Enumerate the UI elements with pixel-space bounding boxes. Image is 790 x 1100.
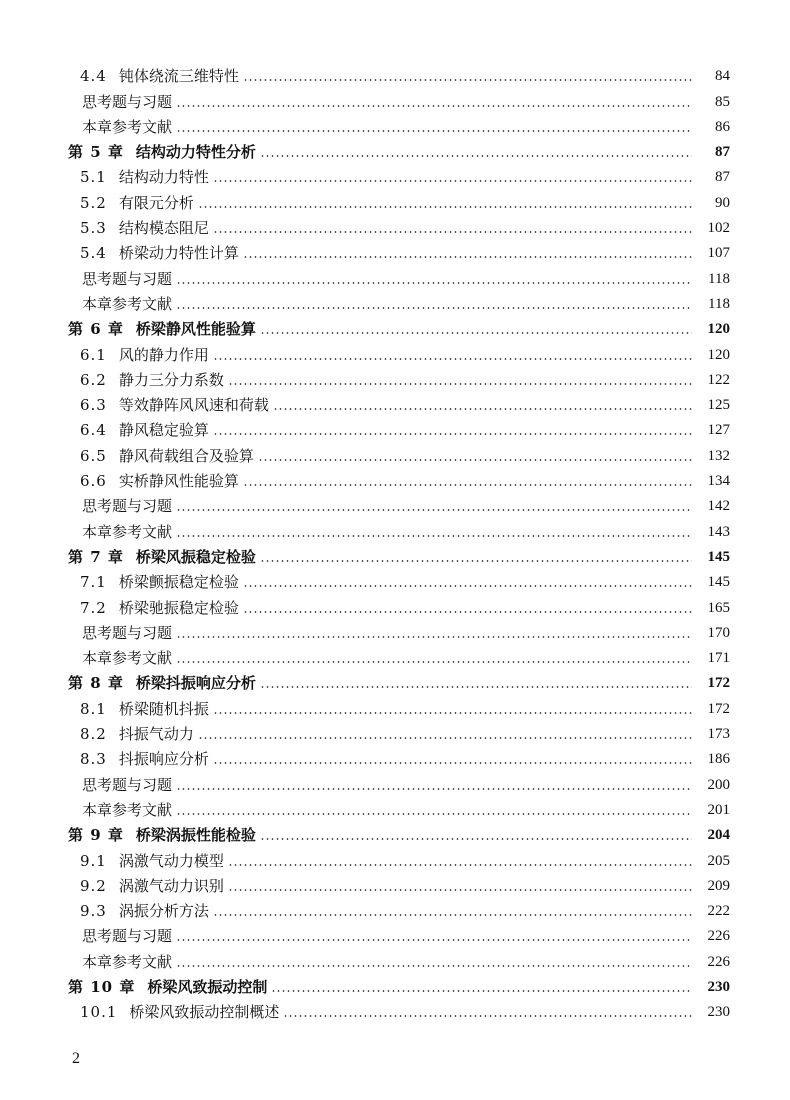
toc-chapter-entry[interactable]: [0, 136, 790, 161]
entry-page-number: 201: [707, 801, 730, 818]
toc-section-entry[interactable]: [0, 743, 790, 768]
entry-number: 6.6: [80, 472, 107, 491]
entry-title-text: 涡激气动力模型: [118, 851, 224, 870]
toc-extra-entry[interactable]: [0, 288, 790, 313]
dot-leader: [213, 914, 692, 916]
entry-title: [0, 168, 213, 186]
dot-leader: [176, 282, 692, 284]
entry-title: [0, 978, 271, 996]
toc-chapter-entry[interactable]: [0, 971, 790, 996]
entry-title: [0, 877, 228, 895]
entry-title: [0, 523, 176, 541]
entry-title: [0, 93, 176, 111]
entry-number: 5.3: [80, 219, 107, 238]
entry-title: [0, 270, 176, 288]
entry-number: 9.2: [80, 876, 107, 895]
entry-page-number: 134: [707, 473, 730, 490]
toc-extra-entry[interactable]: [0, 920, 790, 945]
entry-title-text: 思考题与习题: [82, 927, 173, 946]
entry-title: [0, 649, 176, 667]
dot-leader: [243, 611, 692, 613]
toc-extra-entry[interactable]: [0, 945, 790, 970]
toc-extra-entry[interactable]: [0, 262, 790, 287]
dot-leader: [271, 990, 692, 992]
entry-title-text: 本章参考文献: [82, 649, 173, 668]
entry-title-text: 桥梁抖振响应分析: [135, 674, 256, 693]
entry-title: [0, 801, 176, 819]
entry-title-text: 思考题与习题: [82, 775, 173, 794]
toc-extra-entry[interactable]: [0, 794, 790, 819]
dot-leader: [176, 130, 692, 132]
dot-leader: [228, 889, 692, 891]
entry-title: [0, 143, 260, 161]
entry-title-text: 静力三分力系数: [118, 370, 224, 389]
toc-section-entry[interactable]: [0, 895, 790, 920]
toc-extra-entry[interactable]: [0, 85, 790, 110]
toc-chapter-entry[interactable]: [0, 819, 790, 844]
entry-title: [0, 750, 213, 768]
entry-number: 8.1: [80, 699, 107, 718]
entry-title-text: 思考题与习题: [82, 623, 173, 642]
entry-page-number: 127: [707, 422, 730, 439]
dot-leader: [258, 459, 692, 461]
entry-title: [0, 396, 273, 414]
entry-number: 第 7 章: [68, 547, 124, 566]
entry-page-number: 90: [715, 194, 730, 211]
entry-page-number: 226: [707, 953, 730, 970]
entry-title-text: 思考题与习题: [82, 269, 173, 288]
entry-title: [0, 599, 243, 617]
dot-leader: [228, 864, 692, 866]
entry-title: [0, 852, 228, 870]
dot-leader: [176, 535, 692, 537]
entry-title-text: 桥梁随机抖振: [118, 699, 209, 718]
dot-leader: [213, 712, 692, 714]
entry-title-text: 本章参考文献: [82, 117, 173, 136]
entry-title-text: 桥梁动力特性计算: [118, 244, 239, 263]
toc-extra-entry[interactable]: [0, 515, 790, 540]
entry-title: [0, 295, 176, 313]
dot-leader: [213, 433, 692, 435]
entry-page-number: 171: [707, 650, 730, 667]
dot-leader: [260, 686, 692, 688]
entry-page-number: 145: [707, 574, 730, 591]
entry-title-text: 抖振响应分析: [118, 750, 209, 769]
entry-page-number: 205: [707, 852, 730, 869]
entry-page-number: 209: [707, 877, 730, 894]
entry-page-number: 200: [707, 776, 730, 793]
toc-section-entry[interactable]: [0, 414, 790, 439]
entry-title: [0, 244, 243, 262]
entry-title: [0, 320, 260, 338]
entry-title: [0, 1003, 283, 1021]
entry-title-text: 思考题与习题: [82, 497, 173, 516]
entry-title-text: 桥梁静风性能验算: [135, 320, 256, 339]
entry-title: [0, 776, 176, 794]
toc-section-entry[interactable]: [0, 844, 790, 869]
entry-page-number: 145: [707, 548, 730, 565]
entry-number: 5.4: [80, 244, 107, 263]
entry-title-text: 静风稳定验算: [118, 421, 209, 440]
entry-title-text: 桥梁风振稳定检验: [135, 547, 256, 566]
entry-number: 第 9 章: [68, 826, 124, 845]
toc-section-entry[interactable]: [0, 465, 790, 490]
entry-number: 第 5 章: [68, 143, 124, 162]
toc-section-entry[interactable]: [0, 338, 790, 363]
entry-title: [0, 826, 260, 844]
entry-page-number: 118: [708, 270, 730, 287]
entry-page-number: 165: [707, 599, 730, 616]
entry-number: 9.3: [80, 902, 107, 921]
dot-leader: [243, 79, 692, 81]
entry-title-text: 思考题与习题: [82, 92, 173, 111]
entry-number: 9.1: [80, 851, 107, 870]
toc-section-entry[interactable]: [0, 718, 790, 743]
entry-title-text: 结构动力特性分析: [135, 143, 256, 162]
entry-title: [0, 219, 213, 237]
dot-leader: [213, 762, 692, 764]
entry-page-number: 85: [715, 93, 730, 110]
entry-page-number: 172: [707, 700, 730, 717]
entry-number: 第 6 章: [68, 320, 124, 339]
entry-page-number: 230: [707, 1004, 730, 1021]
entry-page-number: 132: [707, 447, 730, 464]
entry-title-text: 等效静阵风风速和荷载: [118, 396, 269, 415]
entry-title: [0, 346, 213, 364]
toc-section-entry[interactable]: [0, 439, 790, 464]
toc-section-entry[interactable]: [0, 237, 790, 262]
entry-page-number: 87: [715, 144, 730, 161]
entry-number: 6.1: [80, 345, 107, 364]
entry-page-number: 142: [707, 498, 730, 515]
toc-extra-entry[interactable]: [0, 768, 790, 793]
entry-title: [0, 902, 213, 920]
entry-title-text: 本章参考文献: [82, 952, 173, 971]
entry-title-text: 本章参考文献: [82, 522, 173, 541]
dot-leader: [213, 231, 692, 233]
entry-title: [0, 447, 258, 465]
dot-leader: [243, 585, 692, 587]
entry-title-text: 抖振气动力: [118, 725, 194, 744]
entry-page-number: 186: [707, 751, 730, 768]
entry-title: [0, 472, 243, 490]
dot-leader: [213, 180, 692, 182]
entry-title-text: 桥梁风致振动控制概述: [129, 1003, 280, 1022]
dot-leader: [213, 358, 692, 360]
entry-page-number: 102: [707, 220, 730, 237]
entry-page-number: 87: [715, 169, 730, 186]
entry-number: 第 8 章: [68, 674, 124, 693]
entry-title-text: 桥梁驰振稳定检验: [118, 598, 239, 617]
entry-title-text: 风的静力作用: [118, 345, 209, 364]
entry-title: [0, 371, 228, 389]
entry-title-text: 本章参考文献: [82, 294, 173, 313]
dot-leader: [176, 965, 692, 967]
entry-page-number: 230: [707, 978, 730, 995]
entry-title: [0, 118, 176, 136]
entry-number: 6.3: [80, 396, 107, 415]
entry-title: [0, 548, 260, 566]
entry-title-text: 结构动力特性: [118, 168, 209, 187]
entry-number: 6.4: [80, 421, 107, 440]
dot-leader: [176, 661, 692, 663]
entry-title-text: 涡激气动力识别: [118, 876, 224, 895]
entry-title-text: 有限元分析: [118, 193, 194, 212]
entry-number: 第 10 章: [68, 977, 136, 996]
entry-page-number: 107: [707, 245, 730, 262]
dot-leader: [198, 206, 692, 208]
dot-leader: [176, 105, 692, 107]
entry-page-number: 143: [707, 523, 730, 540]
entry-page-number: 122: [707, 371, 730, 388]
dot-leader: [260, 332, 692, 334]
entry-page-number: 204: [707, 827, 730, 844]
entry-number: 7.1: [80, 573, 107, 592]
toc-chapter-entry[interactable]: [0, 313, 790, 338]
entry-number: 5.2: [80, 193, 107, 212]
entry-title: [0, 624, 176, 642]
entry-title-text: 结构模态阻尼: [118, 219, 209, 238]
dot-leader: [273, 408, 692, 410]
entry-number: 7.2: [80, 598, 107, 617]
dot-leader: [283, 1015, 692, 1017]
entry-title: [0, 67, 243, 85]
toc-section-entry[interactable]: [0, 692, 790, 717]
entry-title: [0, 700, 213, 718]
entry-number: 5.1: [80, 168, 107, 187]
toc-section-entry[interactable]: [0, 566, 790, 591]
entry-title: [0, 497, 176, 515]
entry-page-number: 84: [715, 68, 730, 85]
entry-page-number: 120: [707, 321, 730, 338]
toc-section-entry[interactable]: [0, 212, 790, 237]
entry-number: 8.2: [80, 725, 107, 744]
dot-leader: [243, 256, 692, 258]
toc-section-entry[interactable]: [0, 996, 790, 1021]
entry-title-text: 桥梁颤振稳定检验: [118, 573, 239, 592]
entry-title: [0, 194, 198, 212]
page-number: 2: [72, 1050, 80, 1067]
entry-page-number: 120: [707, 346, 730, 363]
dot-leader: [176, 509, 692, 511]
entry-page-number: 170: [707, 624, 730, 641]
dot-leader: [176, 788, 692, 790]
toc-extra-entry[interactable]: [0, 111, 790, 136]
entry-title: [0, 953, 176, 971]
dot-leader: [176, 307, 692, 309]
toc-section-entry[interactable]: [0, 389, 790, 414]
dot-leader: [176, 939, 692, 941]
toc-section-entry[interactable]: [0, 60, 790, 85]
entry-page-number: 173: [707, 726, 730, 743]
entry-title-text: 桥梁涡振性能检验: [135, 826, 256, 845]
entry-page-number: 222: [707, 903, 730, 920]
entry-page-number: 125: [707, 397, 730, 414]
entry-title: [0, 674, 260, 692]
entry-title: [0, 421, 213, 439]
toc-section-entry[interactable]: [0, 364, 790, 389]
toc-extra-entry[interactable]: [0, 490, 790, 515]
entry-title: [0, 927, 176, 945]
toc-chapter-entry[interactable]: [0, 541, 790, 566]
toc-chapter-entry[interactable]: [0, 667, 790, 692]
entry-page-number: 226: [707, 928, 730, 945]
entry-number: 4.4: [80, 67, 107, 86]
entry-number: 10.1: [80, 1003, 118, 1022]
dot-leader: [228, 383, 692, 385]
entry-title: [0, 725, 198, 743]
dot-leader: [243, 484, 692, 486]
entry-number: 6.5: [80, 446, 107, 465]
entry-number: 8.3: [80, 750, 107, 769]
entry-title-text: 涡振分析方法: [118, 902, 209, 921]
entry-page-number: 172: [707, 675, 730, 692]
dot-leader: [176, 636, 692, 638]
entry-title-text: 钝体绕流三维特性: [118, 67, 239, 86]
entry-title-text: 桥梁风致振动控制: [147, 977, 268, 996]
entry-page-number: 86: [715, 118, 730, 135]
entry-page-number: 118: [708, 295, 730, 312]
toc-section-entry[interactable]: [0, 870, 790, 895]
dot-leader: [260, 560, 692, 562]
dot-leader: [176, 813, 692, 815]
entry-title-text: 本章参考文献: [82, 800, 173, 819]
toc-section-entry[interactable]: [0, 591, 790, 616]
dot-leader: [260, 155, 692, 157]
toc-section-entry[interactable]: [0, 186, 790, 211]
toc-section-entry[interactable]: [0, 161, 790, 186]
entry-title-text: 实桥静风性能验算: [118, 472, 239, 491]
toc-extra-entry[interactable]: [0, 617, 790, 642]
table-of-contents: [0, 60, 790, 1021]
entry-title: [0, 573, 243, 591]
toc-extra-entry[interactable]: [0, 642, 790, 667]
dot-leader: [260, 838, 692, 840]
dot-leader: [198, 737, 692, 739]
entry-number: 6.2: [80, 370, 107, 389]
entry-title-text: 静风荷载组合及验算: [118, 446, 254, 465]
